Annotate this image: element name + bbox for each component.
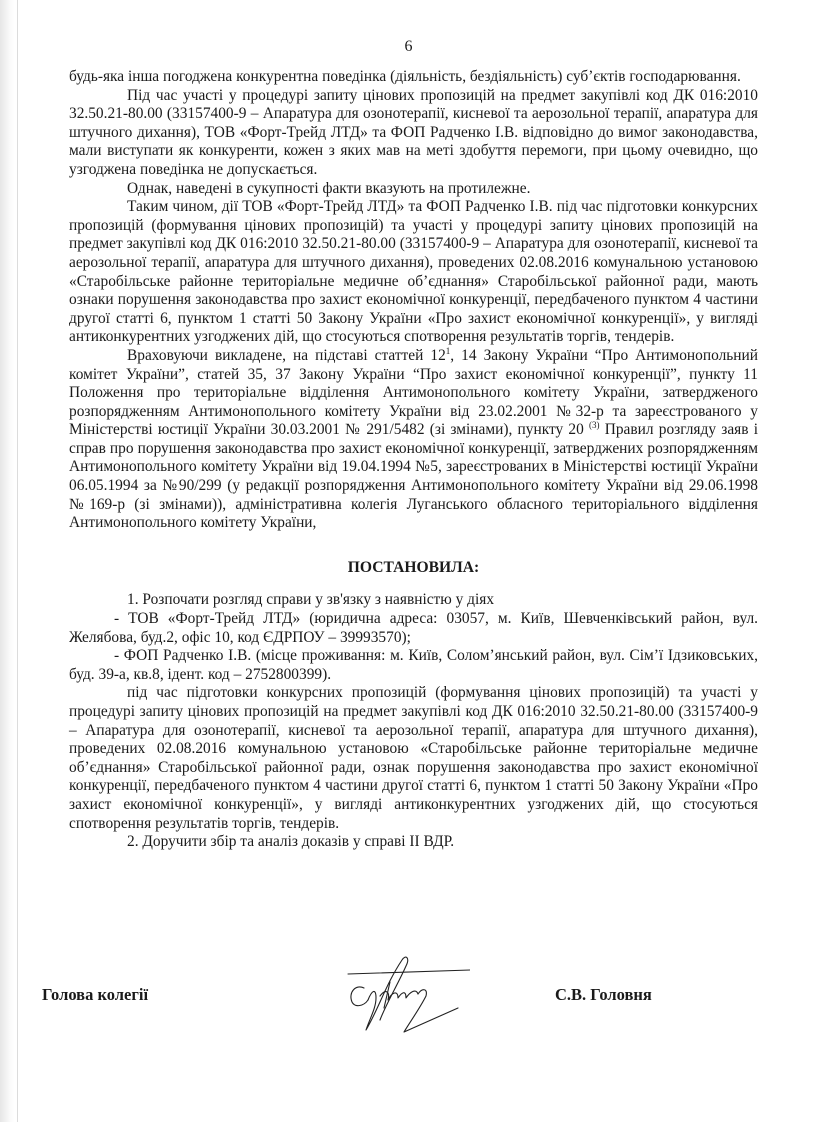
party-radchenko: - ФОП Радченко І.В. (місце проживання: м. Київ, Солом’янський район, вул. Сім’ї Ідзиковських, буд. 39-а, кв.8, ідент. код – 2752800399).: [69, 647, 758, 683]
party-fort-trade: - ТОВ «Форт-Трейд ЛТД» (юридична адреса: 03057, м. Київ, Шевченківський район, вул. Желябова, буд.2, офіс 10, код ЄДРПОУ – 39993570);: [69, 610, 758, 646]
paragraph-however: Однак, наведені в сукупності факти вказують на протилежне.: [127, 179, 531, 197]
paragraph-procedure-participation: Під час участі у процедурі запиту цінових пропозицій на предмет закупівлі код ДК 016:2010 32.50.21-80.00 (33157400-9 – Апаратура для озонотерапії, кисневої та аерозольної терапії, апаратура для штучного дихання), ТОВ «Форт-Трейд ЛТД» та ФОП Радченко І.В. відповідно до вимог законодавства, мали виступати як конкуренти, кожен з яких мав на меті здобуття перемоги, при цьому очевидно, що узгоджена поведінка не допускається.: [69, 86, 758, 178]
resolution-item-2: 2. Доручити збір та аналіз доказів у справі ІІ ВДР.: [127, 833, 455, 851]
resolution-heading: ПОСТАНОВИЛА:: [347, 558, 480, 576]
page-number: 6: [404, 38, 413, 55]
superscript-3: (3): [589, 420, 600, 431]
legal-basis-part3: Правил розгляду заяв і справ про порушення законодавства про захист економічної конкуренції, затверджених розпорядженням Антимонопольного комітету України від 19.04.1994 №5, зареєстрованих в Міністерстві юстиції України 06.05.1994 за №90/299 (у редакції розпорядження Антимонопольного комітету України від 29.06.1998 №169-р (зі змінами)), адміністративна колегія Луганського обласного територіального відділення Антимонопольного комітету України,: [69, 421, 758, 532]
document-body: [69, 68, 758, 852]
signature-icon: [330, 948, 470, 1043]
paragraph-legal-basis: [69, 347, 758, 533]
legal-basis-part2: , 14 Закону України “Про Антимонопольний комітет України”, статей 35, 37 Закону України “Про захист економічної конкуренції”, пункту 11 Положення про територіальне відділення Антимонопольного комітету України, затвердженого розпорядженням Антимонопольного комітету України від 23.02.2001 №32-р та зареєстрованого у Міністерстві юстиції України 30.03.2001 № 291/5482 (зі змінами), пункту 20: [69, 346, 758, 439]
resolution-item-1-continuation: під час підготовки конкурсних пропозицій (формування цінових пропозицій) та участі у процедурі запиту цінових пропозицій на предмет закупівлі код ДК 016:2010 32.50.21-80.00 (33157400-9 – Апаратура для озонотерапії, кисневої та аерозольної терапії, апаратура для штучного дихання), проведених 02.08.2016 комунальною установою «Старобільське районне територіальне медичне об’єднання» Старобільської районної ради, ознак порушення законодавства про захист економічної конкуренції, передбаченого пунктом 4 частини другої статті 6, пунктом 1 статті 50 Закону України «Про захист економічної конкуренції», у вигляді антиконкурентних узгоджених дій, що стосуються спотворення результатів торгів, тендерів.: [69, 684, 758, 832]
signer-name: С.В. Головня: [555, 985, 652, 1004]
resolution-item-1: 1. Розпочати розгляд справи у зв'язку з наявністю у діях: [127, 591, 495, 609]
scan-edge-line: [17, 0, 18, 1122]
paragraph-continuation: будь-яка інша погоджена конкурентна поведінка (діяльність, бездіяльність) суб’єктів господарювання.: [69, 68, 741, 85]
paragraph-conclusion: Таким чином, дії ТОВ «Форт-Трейд ЛТД» та ФОП Радченко І.В. під час підготовки конкурсних пропозицій (формування цінових пропозицій) та участі у процедурі запиту цінових пропозицій на предмет закупівлі код ДК 016:2010 32.50.21-80.00 (33157400-9 – Апаратура для озонотерапії, кисневої та аерозольної терапії, апаратура для штучного дихання), проведених 02.08.2016 комунальною установою «Старобільське районне територіальне медичне об’єднання» Старобільської районної ради, мають ознаки порушення законодавства про захист економічної конкуренції, передбаченого пунктом 4 частини другої статті 6, пунктом 1 статті 50 Закону України «Про захист економічної конкуренції», у вигляді антиконкурентних узгоджених дій, що стосуються спотворення результатів торгів, тендерів.: [69, 198, 758, 346]
scan-edge-shadow: [0, 0, 14, 1122]
legal-basis-part1: Враховуючи викладене, на підставі статтей 12: [127, 346, 446, 364]
superscript-1: 1: [445, 345, 451, 356]
signer-title: Голова колегії: [42, 985, 149, 1004]
